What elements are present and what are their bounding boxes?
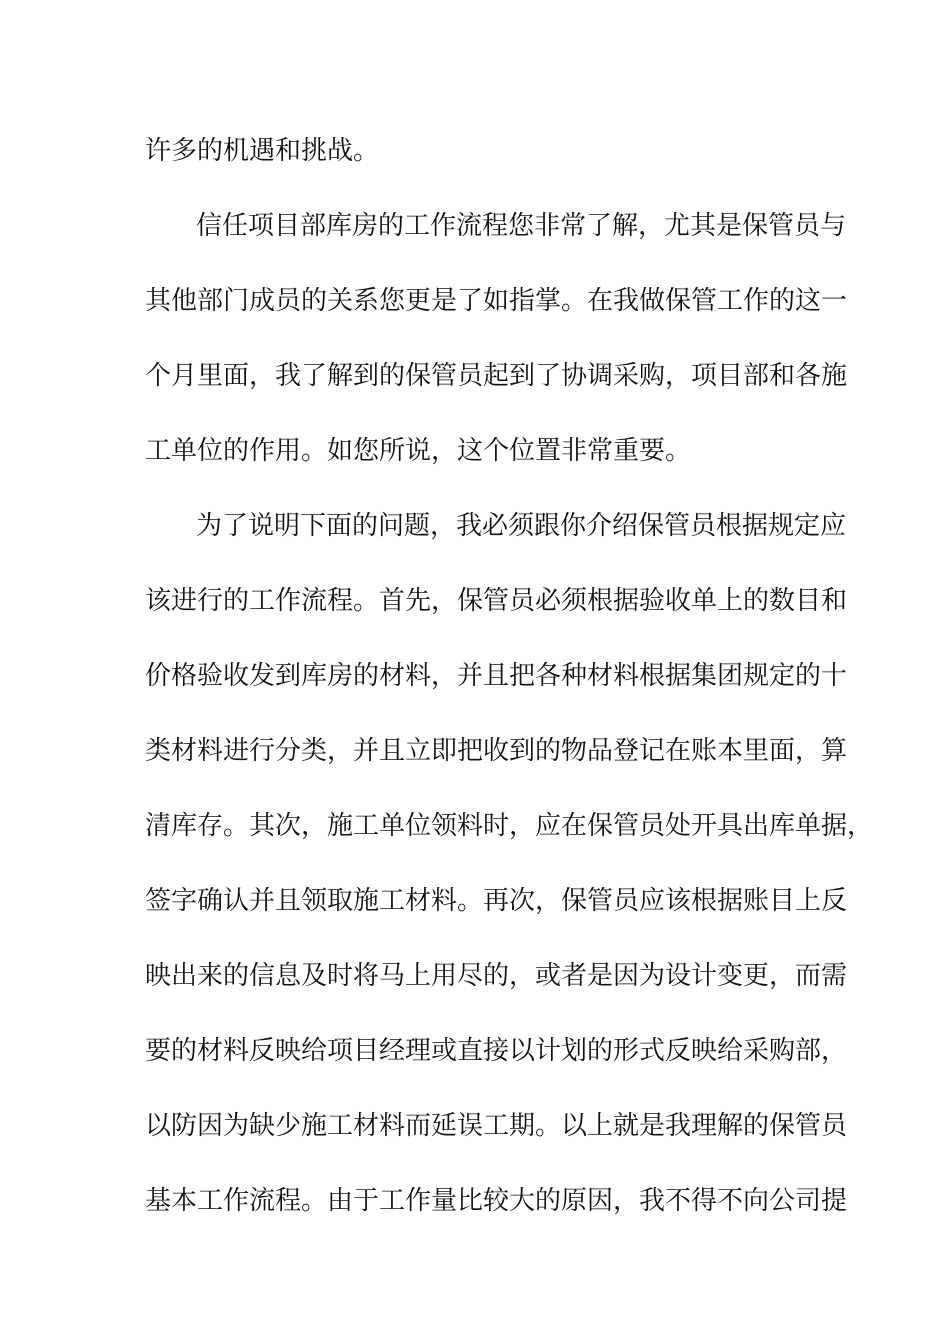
text-line: 其他部门成员的关系您更是了如指掌。在我做保管工作的这一	[145, 286, 848, 316]
text-line: 清库存。其次，施工单位领料时，应在保管员处开具出库单据，	[145, 811, 874, 841]
text-line: 要的材料反映给项目经理或直接以计划的形式反映给采购部，	[145, 1036, 848, 1066]
text-line: 工单位的作用。如您所说，这个位置非常重要。	[145, 436, 692, 466]
paragraph-first-line: 信任项目部库房的工作流程您非常了解，尤其是保管员与	[196, 211, 847, 241]
text-line: 该进行的工作流程。首先，保管员必须根据验收单上的数目和	[145, 586, 848, 616]
text-line: 个月里面，我了解到的保管员起到了协调采购，项目部和各施	[145, 361, 848, 391]
text-line: 许多的机遇和挑战。	[145, 136, 380, 166]
text-line: 以防因为缺少施工材料而延误工期。以上就是我理解的保管员	[145, 1111, 848, 1141]
text-line: 基本工作流程。由于工作量比较大的原因，我不得不向公司提	[145, 1186, 848, 1216]
text-line: 映出来的信息及时将马上用尽的，或者是因为设计变更，而需	[145, 961, 848, 991]
text-line: 签字确认并且领取施工材料。再次，保管员应该根据账目上反	[145, 886, 848, 916]
text-line: 价格验收发到库房的材料，并且把各种材料根据集团规定的十	[145, 661, 848, 691]
paragraph-first-line: 为了说明下面的问题，我必须跟你介绍保管员根据规定应	[196, 511, 847, 541]
text-line: 类材料进行分类，并且立即把收到的物品登记在账本里面，算	[145, 736, 848, 766]
